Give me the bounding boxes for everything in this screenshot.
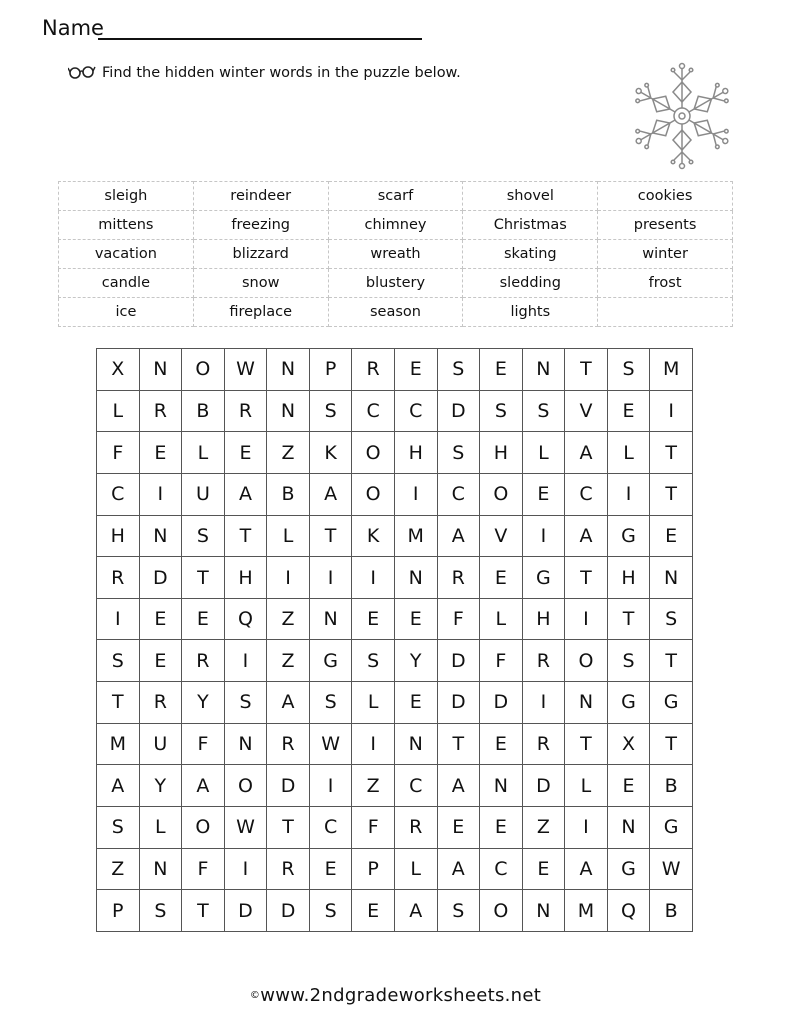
puzzle-cell[interactable]: F [480,640,523,682]
puzzle-cell[interactable]: D [480,682,523,724]
puzzle-cell[interactable]: I [267,557,310,599]
word-bank-item: reindeer [193,182,328,211]
puzzle-cell[interactable]: E [352,890,395,932]
puzzle-cell[interactable]: M [394,515,437,557]
puzzle-row [97,598,693,640]
puzzle-cell[interactable]: H [522,598,565,640]
word-bank-item: candle [59,269,194,298]
puzzle-row [97,432,693,474]
glasses-icon [68,64,96,80]
puzzle-cell[interactable]: E [139,598,182,640]
puzzle-cell[interactable]: S [607,640,650,682]
puzzle-cell[interactable]: S [139,890,182,932]
puzzle-row [97,723,693,765]
puzzle-cell[interactable]: F [352,807,395,849]
puzzle-cell[interactable]: E [394,682,437,724]
puzzle-cell[interactable]: R [522,640,565,682]
puzzle-cell[interactable]: T [650,432,693,474]
footer-url[interactable]: www.2ndgradeworksheets.net [260,985,542,1006]
puzzle-cell[interactable]: C [480,848,523,890]
word-bank-row [59,182,733,211]
word-bank-item: freezing [193,211,328,240]
puzzle-cell[interactable]: N [267,390,310,432]
puzzle-cell[interactable]: W [224,349,267,391]
puzzle-cell[interactable]: B [650,890,693,932]
puzzle-cell[interactable]: Z [352,765,395,807]
puzzle-cell[interactable]: C [97,473,140,515]
puzzle-cell[interactable]: E [437,807,480,849]
puzzle-cell[interactable]: D [522,765,565,807]
puzzle-cell[interactable]: T [267,807,310,849]
word-bank-item: mittens [59,211,194,240]
puzzle-cell[interactable]: N [309,598,352,640]
puzzle-cell[interactable]: E [522,473,565,515]
puzzle-cell[interactable]: S [309,682,352,724]
puzzle-cell[interactable]: A [565,848,608,890]
puzzle-cell[interactable]: A [394,890,437,932]
puzzle-cell[interactable]: I [607,473,650,515]
puzzle-cell[interactable]: C [352,390,395,432]
puzzle-cell[interactable]: V [565,390,608,432]
puzzle-cell[interactable]: Z [267,640,310,682]
puzzle-cell[interactable]: N [607,807,650,849]
puzzle-cell[interactable]: X [607,723,650,765]
puzzle-cell[interactable]: L [139,807,182,849]
word-bank-item: cookies [598,182,733,211]
word-bank-item: blizzard [193,240,328,269]
puzzle-cell[interactable]: T [437,723,480,765]
puzzle-cell[interactable]: C [394,765,437,807]
puzzle-cell[interactable]: L [565,765,608,807]
puzzle-cell[interactable]: N [139,515,182,557]
puzzle-cell[interactable]: E [607,765,650,807]
puzzle-cell[interactable]: G [522,557,565,599]
puzzle-cell[interactable]: D [139,557,182,599]
snowflake-icon [624,62,740,170]
word-bank-item: vacation [59,240,194,269]
puzzle-cell[interactable]: E [139,640,182,682]
instructions-text: Find the hidden winter words in the puzzle below. [102,65,461,81]
puzzle-cell[interactable]: N [565,682,608,724]
puzzle-cell[interactable]: U [139,723,182,765]
puzzle-cell[interactable]: B [182,390,225,432]
puzzle-cell[interactable]: C [437,473,480,515]
puzzle-cell[interactable]: T [565,557,608,599]
puzzle-cell[interactable]: N [394,723,437,765]
puzzle-cell[interactable]: N [224,723,267,765]
puzzle-cell[interactable]: O [352,473,395,515]
puzzle-cell[interactable]: Z [267,598,310,640]
puzzle-cell[interactable]: N [139,349,182,391]
puzzle-cell[interactable]: A [437,515,480,557]
puzzle-cell[interactable]: R [139,390,182,432]
puzzle-cell[interactable]: T [650,640,693,682]
word-bank-item: snow [193,269,328,298]
puzzle-cell[interactable]: G [607,682,650,724]
puzzle-cell[interactable]: G [607,848,650,890]
puzzle-cell[interactable]: S [97,640,140,682]
puzzle-cell[interactable]: S [97,807,140,849]
puzzle-cell[interactable]: I [394,473,437,515]
word-bank-row [59,211,733,240]
puzzle-cell[interactable]: E [522,848,565,890]
puzzle-cell[interactable]: I [565,807,608,849]
puzzle-cell[interactable]: G [650,807,693,849]
puzzle-cell[interactable]: M [97,723,140,765]
puzzle-cell[interactable]: C [394,390,437,432]
puzzle-cell[interactable]: P [309,349,352,391]
puzzle-cell[interactable]: R [394,807,437,849]
puzzle-cell[interactable]: Y [139,765,182,807]
puzzle-cell[interactable]: L [394,848,437,890]
word-bank-item: presents [598,211,733,240]
word-bank-item: skating [463,240,598,269]
puzzle-cell[interactable]: A [224,473,267,515]
puzzle-cell[interactable]: N [522,349,565,391]
puzzle-cell[interactable]: I [352,723,395,765]
puzzle-cell[interactable]: O [480,890,523,932]
puzzle-cell[interactable]: I [97,598,140,640]
puzzle-cell[interactable]: S [309,890,352,932]
puzzle-cell[interactable]: H [97,515,140,557]
word-bank-item: lights [463,298,598,327]
puzzle-cell[interactable]: I [309,557,352,599]
puzzle-cell[interactable]: Y [182,682,225,724]
puzzle-cell[interactable]: D [437,390,480,432]
puzzle-cell[interactable]: Z [522,807,565,849]
word-bank-item: sleigh [59,182,194,211]
puzzle-cell[interactable]: L [182,432,225,474]
puzzle-cell[interactable]: R [522,723,565,765]
puzzle-cell[interactable]: Q [224,598,267,640]
puzzle-cell[interactable]: R [267,848,310,890]
puzzle-cell[interactable]: R [182,640,225,682]
puzzle-cell[interactable]: N [480,765,523,807]
puzzle-cell[interactable]: E [139,432,182,474]
puzzle-row [97,349,693,391]
word-bank-item: sledding [463,269,598,298]
puzzle-cell[interactable]: S [224,682,267,724]
puzzle-cell[interactable]: E [224,432,267,474]
name-row [42,14,432,44]
puzzle-cell[interactable]: I [565,598,608,640]
puzzle-cell[interactable]: E [480,723,523,765]
puzzle-cell[interactable]: T [607,598,650,640]
puzzle-cell[interactable]: O [182,349,225,391]
puzzle-cell[interactable]: C [565,473,608,515]
puzzle-cell[interactable]: I [139,473,182,515]
puzzle-cell[interactable]: S [607,349,650,391]
puzzle-cell[interactable]: D [437,682,480,724]
puzzle-cell[interactable]: L [607,432,650,474]
copyright-symbol: © [249,990,261,1001]
puzzle-cell[interactable]: Z [267,432,310,474]
puzzle-cell[interactable]: A [267,682,310,724]
word-bank-item: winter [598,240,733,269]
puzzle-cell[interactable]: L [480,598,523,640]
word-bank-row [59,240,733,269]
puzzle-cell[interactable]: P [97,890,140,932]
puzzle-row [97,807,693,849]
puzzle-cell[interactable]: L [97,390,140,432]
puzzle-row [97,473,693,515]
word-bank-item: Christmas [463,211,598,240]
word-bank-item: wreath [328,240,463,269]
puzzle-cell[interactable]: P [352,848,395,890]
puzzle-cell[interactable]: H [607,557,650,599]
puzzle-row [97,557,693,599]
puzzle-cell[interactable]: N [650,557,693,599]
puzzle-cell[interactable]: Z [97,848,140,890]
puzzle-cell[interactable]: U [182,473,225,515]
puzzle-cell[interactable]: I [522,682,565,724]
puzzle-cell[interactable]: K [352,515,395,557]
puzzle-row [97,390,693,432]
puzzle-cell[interactable]: F [182,723,225,765]
puzzle-grid [96,348,693,932]
puzzle-cell[interactable]: G [309,640,352,682]
puzzle-cell[interactable]: H [394,432,437,474]
puzzle-row [97,682,693,724]
puzzle-cell[interactable]: F [437,598,480,640]
puzzle-cell[interactable]: S [437,432,480,474]
puzzle-cell[interactable]: I [352,557,395,599]
puzzle-cell[interactable]: R [224,390,267,432]
puzzle-cell[interactable]: E [650,515,693,557]
puzzle-cell[interactable]: S [522,390,565,432]
puzzle-cell[interactable]: T [97,682,140,724]
word-bank-item [598,298,733,327]
puzzle-cell[interactable]: K [309,432,352,474]
puzzle-cell[interactable]: A [437,848,480,890]
puzzle-cell[interactable]: F [97,432,140,474]
puzzle-cell[interactable]: V [480,515,523,557]
puzzle-cell[interactable]: S [309,390,352,432]
word-bank-item: chimney [328,211,463,240]
puzzle-cell[interactable]: B [650,765,693,807]
puzzle-cell[interactable]: M [650,349,693,391]
puzzle-cell[interactable]: E [394,349,437,391]
puzzle-cell[interactable]: C [309,807,352,849]
puzzle-cell[interactable]: B [267,473,310,515]
puzzle-cell[interactable]: R [437,557,480,599]
puzzle-row [97,640,693,682]
puzzle-cell[interactable]: N [267,349,310,391]
puzzle-cell[interactable]: E [309,848,352,890]
puzzle-cell[interactable]: S [650,598,693,640]
puzzle-cell[interactable]: S [437,890,480,932]
puzzle-cell[interactable]: I [224,848,267,890]
puzzle-cell[interactable]: Q [607,890,650,932]
puzzle-cell[interactable]: H [224,557,267,599]
puzzle-cell[interactable]: T [309,515,352,557]
puzzle-cell[interactable]: A [437,765,480,807]
name-write-line[interactable] [98,38,422,40]
word-bank-item: ice [59,298,194,327]
puzzle-cell[interactable]: D [267,890,310,932]
puzzle-cell[interactable]: H [480,432,523,474]
puzzle-cell[interactable]: R [267,723,310,765]
puzzle-cell[interactable]: S [182,515,225,557]
puzzle-cell[interactable]: E [352,598,395,640]
puzzle-row [97,515,693,557]
puzzle-cell[interactable]: S [437,349,480,391]
puzzle-cell[interactable]: W [650,848,693,890]
word-bank-item: season [328,298,463,327]
puzzle-cell[interactable]: T [650,723,693,765]
puzzle-cell[interactable]: T [224,515,267,557]
puzzle-cell[interactable]: M [565,890,608,932]
puzzle-cell[interactable]: A [565,515,608,557]
puzzle-cell[interactable]: O [565,640,608,682]
puzzle-cell[interactable]: L [267,515,310,557]
puzzle-cell[interactable]: I [522,515,565,557]
puzzle-cell[interactable]: O [182,807,225,849]
instructions [68,62,588,86]
name-label: Name [42,16,104,40]
puzzle-cell[interactable]: R [139,682,182,724]
puzzle-cell[interactable]: T [565,723,608,765]
puzzle-cell[interactable]: A [565,432,608,474]
word-bank-item: fireplace [193,298,328,327]
puzzle-cell[interactable]: G [607,515,650,557]
puzzle-cell[interactable]: R [352,349,395,391]
puzzle-cell[interactable]: T [182,890,225,932]
puzzle-cell[interactable]: S [352,640,395,682]
puzzle-cell[interactable]: D [437,640,480,682]
puzzle-cell[interactable]: D [267,765,310,807]
puzzle-cell[interactable]: S [480,390,523,432]
puzzle-cell[interactable]: E [480,807,523,849]
puzzle-cell[interactable]: G [650,682,693,724]
puzzle-cell[interactable]: A [182,765,225,807]
puzzle-cell[interactable]: N [522,890,565,932]
puzzle-cell[interactable]: O [352,432,395,474]
word-bank [58,181,733,327]
puzzle-cell[interactable]: E [394,598,437,640]
puzzle-cell[interactable]: N [139,848,182,890]
puzzle-cell[interactable]: E [480,557,523,599]
word-bank-row [59,298,733,327]
puzzle-cell[interactable]: O [480,473,523,515]
puzzle-cell[interactable]: I [309,765,352,807]
puzzle-cell[interactable]: L [352,682,395,724]
puzzle-cell[interactable]: T [565,349,608,391]
puzzle-cell[interactable]: A [97,765,140,807]
puzzle-cell[interactable]: R [97,557,140,599]
word-bank-item: scarf [328,182,463,211]
word-bank-item: shovel [463,182,598,211]
word-bank-row [59,269,733,298]
puzzle-cell[interactable]: L [522,432,565,474]
puzzle-cell[interactable]: O [224,765,267,807]
puzzle-cell[interactable]: T [182,557,225,599]
puzzle-cell[interactable]: F [182,848,225,890]
word-bank-item: frost [598,269,733,298]
puzzle-cell[interactable]: X [97,349,140,391]
puzzle-cell[interactable]: I [650,390,693,432]
puzzle-row [97,848,693,890]
puzzle-cell[interactable]: E [182,598,225,640]
puzzle-row [97,890,693,932]
puzzle-cell[interactable]: D [224,890,267,932]
puzzle-cell[interactable]: E [607,390,650,432]
puzzle-cell[interactable]: A [309,473,352,515]
puzzle-cell[interactable]: Y [394,640,437,682]
puzzle-cell[interactable]: E [480,349,523,391]
puzzle-cell[interactable]: N [394,557,437,599]
puzzle-cell[interactable]: T [650,473,693,515]
puzzle-cell[interactable]: W [224,807,267,849]
puzzle-row [97,765,693,807]
puzzle-cell[interactable]: W [309,723,352,765]
word-bank-item: blustery [328,269,463,298]
puzzle-cell[interactable]: I [224,640,267,682]
footer [0,985,791,1006]
